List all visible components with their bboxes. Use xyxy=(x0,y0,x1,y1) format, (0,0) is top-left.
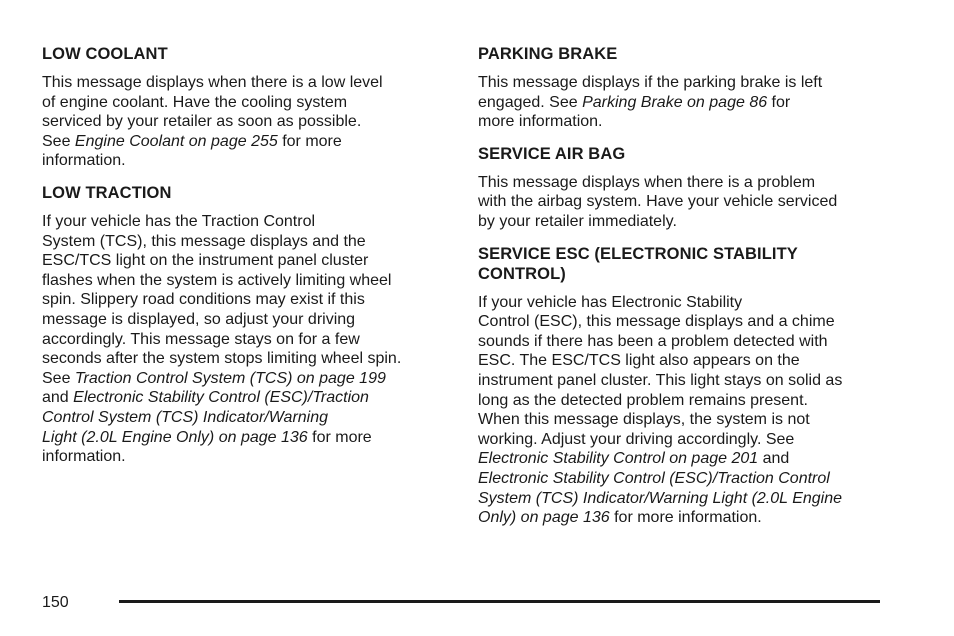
section-service-air-bag xyxy=(478,144,890,232)
text-run: and xyxy=(758,450,790,468)
body-line: working. Adjust your driving accordingly. See xyxy=(478,430,795,448)
body-line: When this message displays, the system is not xyxy=(478,411,810,429)
body-line: message is displayed, so adjust your driving xyxy=(42,310,356,328)
heading-line: SERVICE ESC (ELECTRONIC STABILITY xyxy=(478,244,798,263)
body-line: flashes when the system is actively limiting wheel xyxy=(42,271,392,289)
body-line: information. xyxy=(42,152,126,170)
body-line: more information. xyxy=(478,113,603,131)
text-run: See xyxy=(42,132,75,150)
body-line xyxy=(42,428,452,448)
cross-reference-esc-tcs-light: Control System (TCS) Indicator/Warning xyxy=(42,408,329,426)
section-parking-brake xyxy=(478,44,890,132)
body-line: by your retailer immediately. xyxy=(478,212,677,230)
body-line: If your vehicle has Electronic Stability xyxy=(478,293,743,311)
text-run: See xyxy=(42,369,75,387)
section-low-traction xyxy=(42,183,452,467)
right-column xyxy=(478,44,890,540)
section-heading-service-air-bag: SERVICE AIR BAG xyxy=(478,144,626,163)
cross-reference-esc: Electronic Stability Control on page 201 xyxy=(478,450,759,468)
page-number: 150 xyxy=(42,594,69,611)
body-line xyxy=(478,489,890,509)
cross-reference-esc-tcs-light: Electronic Stability Control (ESC)/Traction xyxy=(73,389,369,407)
body-line: of engine coolant. Have the cooling system xyxy=(42,93,348,111)
section-body-low-traction xyxy=(42,212,452,467)
body-line: System (TCS), this message displays and the xyxy=(42,232,366,250)
body-line: seconds after the system stops limiting wheel spin. xyxy=(42,350,402,368)
body-line: This message displays when there is a problem xyxy=(478,173,816,191)
body-line xyxy=(42,369,452,389)
text-run: engaged. See xyxy=(478,93,583,111)
text-run: for more information. xyxy=(609,509,762,527)
text-run: for xyxy=(767,93,791,111)
body-line: information. xyxy=(42,448,126,466)
cross-reference-tcs: Traction Control System (TCS) on page 199 xyxy=(74,369,386,387)
body-line xyxy=(478,93,890,113)
section-service-esc xyxy=(478,244,890,528)
body-line: This message displays if the parking brake is left xyxy=(478,74,823,91)
section-body-service-air-bag xyxy=(478,173,890,232)
body-line xyxy=(478,508,890,528)
text-run: and xyxy=(42,389,74,407)
body-line: spin. Slippery road conditions may exist if this xyxy=(42,291,365,309)
cross-reference-esc-tcs-light: Light (2.0L Engine Only) on page 136 xyxy=(42,428,308,446)
cross-reference-esc-tcs-light: Only) on page 136 xyxy=(478,509,610,527)
left-column xyxy=(42,44,452,479)
text-run: for more xyxy=(277,132,342,150)
body-line: long as the detected problem remains present. xyxy=(478,391,808,409)
body-line: with the airbag system. Have your vehicle serviced xyxy=(478,193,838,211)
body-line xyxy=(478,469,890,489)
body-line: serviced by your retailer as soon as possible. xyxy=(42,113,362,131)
body-line xyxy=(42,408,452,428)
footer-rule xyxy=(119,600,880,603)
cross-reference-esc-tcs-light: System (TCS) Indicator/Warning Light (2.0L Engine xyxy=(478,489,843,507)
body-line: This message displays when there is a low level xyxy=(42,74,383,91)
section-body-low-coolant xyxy=(42,73,452,171)
body-line: ESC/TCS light on the instrument panel cluster xyxy=(42,252,369,270)
body-line xyxy=(42,132,452,152)
body-line xyxy=(478,449,890,469)
cross-reference-esc-tcs-light: Electronic Stability Control (ESC)/Traction Control xyxy=(478,469,830,487)
section-heading-low-traction: LOW TRACTION xyxy=(42,183,172,202)
section-heading-service-esc xyxy=(478,244,890,284)
body-line: accordingly. This message stays on for a few xyxy=(42,330,360,348)
section-heading-low-coolant: LOW COOLANT xyxy=(42,45,168,63)
section-body-parking-brake xyxy=(478,73,890,132)
body-line: instrument panel cluster. This light stays on solid as xyxy=(478,371,843,389)
body-line xyxy=(42,388,452,408)
body-line: sounds if there has been a problem detected with xyxy=(478,332,828,350)
section-low-coolant xyxy=(42,44,452,171)
cross-reference-engine-coolant: Engine Coolant on page 255 xyxy=(74,132,278,150)
text-run: for more xyxy=(307,428,372,446)
body-line: Control (ESC), this message displays and a chime xyxy=(478,313,835,331)
body-line: ESC. The ESC/TCS light also appears on the xyxy=(478,352,800,370)
body-line: If your vehicle has the Traction Control xyxy=(42,212,316,230)
cross-reference-parking-brake: Parking Brake on page 86 xyxy=(582,93,768,111)
section-heading-parking-brake: PARKING BRAKE xyxy=(478,45,618,63)
heading-line: CONTROL) xyxy=(478,264,566,283)
section-body-service-esc xyxy=(478,293,890,528)
